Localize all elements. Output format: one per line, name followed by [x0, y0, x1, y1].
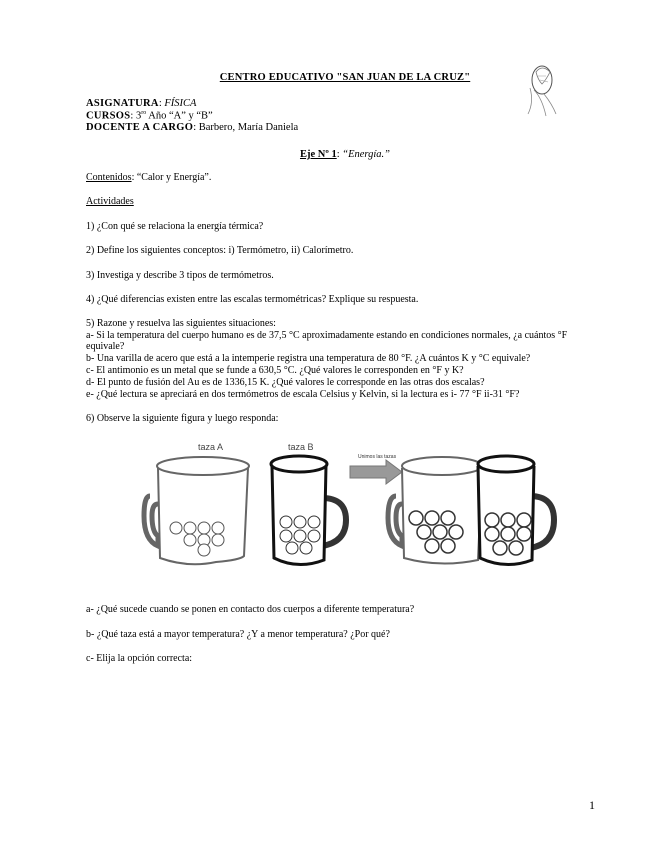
cup-a-label: taza A — [198, 442, 224, 452]
question-5b: b- Una varilla de acero que está a la intemperie registra una temperatura de 80 °F. ¿A cuántos K y °C equivale? — [86, 353, 531, 364]
question-6a: a- ¿Qué sucede cuando se ponen en contacto dos cuerpos a diferente temperatura? — [86, 604, 415, 615]
cup-c — [388, 457, 482, 564]
activities-heading: Actividades — [86, 196, 134, 207]
page-number: 1 — [589, 798, 595, 812]
question-6b: b- ¿Qué taza está a mayor temperatura? ¿Y a menor temperatura? ¿Por qué? — [86, 629, 390, 640]
cup-b-label: taza B — [288, 442, 314, 452]
teacher-label: DOCENTE A CARGO — [86, 122, 194, 133]
question-5c: c- El antimonio es un metal que se funde a 630,5 °C. ¿Qué valores le corresponden en °F y K? — [86, 365, 464, 376]
subject-label: ASIGNATURA — [86, 98, 159, 109]
axis-label: Eje Nº 1 — [299, 149, 337, 160]
axis-heading: Eje Nº 1: “Energía.” — [299, 149, 390, 160]
question-5a: a- Si la temperatura del cuerpo humano es de 37,5 °C aproximadamente estando en condiciones normales, ¿a cuántos °F equivale? — [86, 330, 568, 353]
question-1: 1) ¿Con qué se relaciona la energía térmica? — [86, 221, 264, 232]
cup-b — [271, 456, 346, 565]
cups-figure — [140, 436, 560, 572]
question-6c: c- Elija la opción correcta: — [86, 653, 193, 664]
contents-line — [86, 172, 606, 183]
question-5d: d- El punto de fusión del Au es de 1336,15 K. ¿Qué valores le corresponde en las otras dos escalas? — [86, 377, 485, 388]
courses-line: CURSOS: $3^{ro}$ Año “A” y “B” — [86, 110, 213, 122]
document-title: CENTRO EDUCATIVO "SAN JUAN DE LA CRUZ" — [219, 72, 471, 83]
school-logo — [520, 58, 564, 120]
contents-label: Contenidos — [86, 172, 132, 183]
join-arrow-label: Unimos las tazas — [358, 454, 397, 460]
question-5-intro: 5) Razone y resuelva las siguientes situaciones: — [86, 318, 276, 329]
subject-line: ASIGNATURA: FÍSICA — [86, 98, 197, 109]
cup-d — [478, 456, 554, 565]
axis-value: “Energía.” — [342, 149, 390, 160]
courses-value-text: Año “A” y “B” — [146, 110, 213, 122]
question-2: 2) Define los siguientes conceptos: i) Termómetro, ii) Calorímetro. — [86, 245, 354, 256]
question-3: 3) Investiga y describe 3 tipos de termómetros. — [86, 270, 274, 281]
question-5e: e- ¿Qué lectura se apreciará en dos termómetros de escala Celsius y Kelvin, si la lectura es i- 77 °F ii-31 °F? — [86, 389, 520, 400]
join-arrow — [350, 454, 402, 484]
question-6: 6) Observe la siguiente figura y luego responda: — [86, 413, 279, 424]
teacher-line: DOCENTE A CARGO: Barbero, María Daniela — [86, 122, 299, 133]
courses-value-sup: ro — [141, 110, 147, 116]
courses-label: CURSOS — [86, 110, 131, 122]
courses-value-number: 3 — [135, 110, 142, 122]
teacher-value: Barbero, María Daniela — [198, 122, 299, 133]
subject-value: FÍSICA — [164, 98, 197, 109]
cup-a — [144, 457, 249, 564]
question-4: 4) ¿Qué diferencias existen entre las escalas termométricas? Explique su respuesta. — [86, 294, 419, 305]
contents-value: : “Calor y Energía”. — [131, 172, 212, 183]
